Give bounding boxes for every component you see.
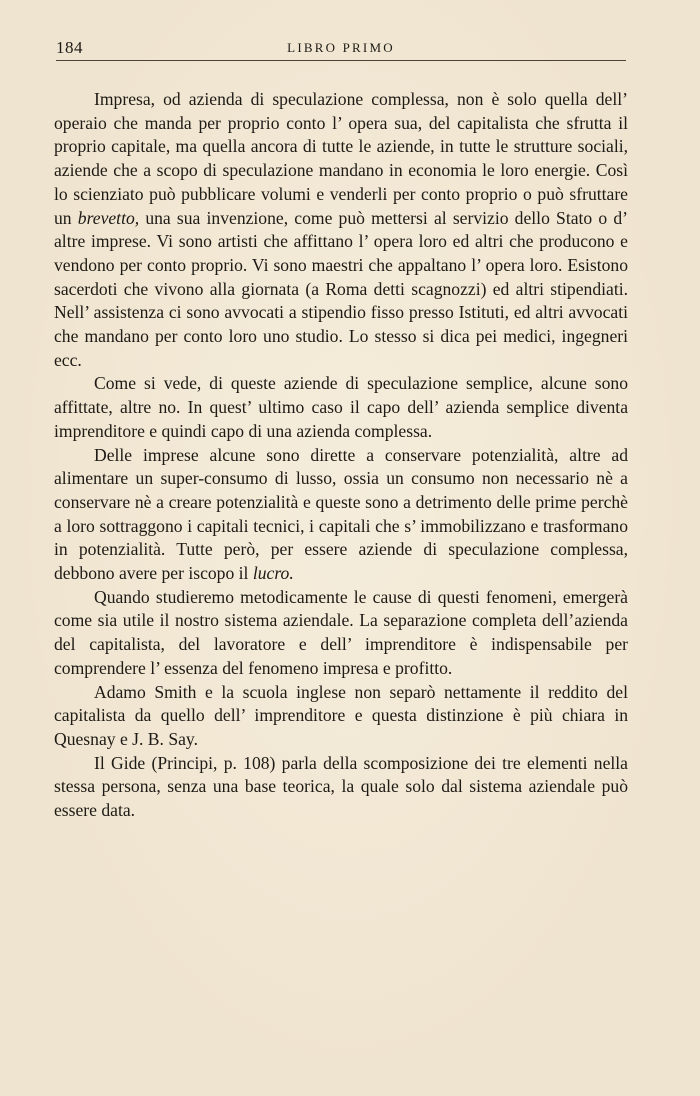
text-segment: Quando studieremo metodicamente le cause di questi fenomeni, emergerà come sia utile il nostro sistema aziendale. La separazione completa dell’azienda del capitalista, del lavoratore e dell’ imprenditore è indispensabile per comprendere l’ essenza del fenomeno impresa e profitto. bbox=[54, 586, 628, 678]
text-segment: Impresa, od azienda di speculazione complessa, non è solo quella dell’ operaio che manda per proprio conto l’ opera sua, del capitalista che sfrutta il proprio capitale, ma quella ancora di tutte le aziende, in tutte le strutture sociali, aziende che a scopo di speculazione mandano in economia le loro energie. Così lo scienziato può pubblicare volumi e venderli per conto proprio o può sfruttare un bbox=[54, 89, 628, 228]
page-number: 184 bbox=[56, 38, 83, 57]
page-header bbox=[56, 38, 626, 61]
text-segment: Adamo Smith e la scuola inglese non separò nettamente il reddito del capitalista da quello dell’ imprenditore e questa distinzione è più chiara in Quesnay e J. B. Say. bbox=[54, 681, 628, 749]
body-text bbox=[54, 88, 628, 823]
text-segment: Il Gide (Principi, p. 108) parla della scomposizione dei tre elementi nella stessa persona, senza una base teorica, la quale solo dal sistema aziendale può essere data. bbox=[54, 752, 628, 821]
paragraph bbox=[54, 586, 628, 681]
text-segment: Delle imprese alcune sono dirette a conservare potenzialità, altre ad alimentare un super-consumo di lusso, ossia un consumo non necessario nè a conservare nè a creare potenzialità e queste sono a detrimento delle prime perchè a loro sottraggono i capitali tecnici, i capitali che s’ immobilizzano e trasformano in potenzialità. Tutte però, per essere aziende di speculazione complessa, debbono avere per iscopo il bbox=[54, 444, 628, 584]
italic-text: lucro. bbox=[252, 563, 294, 584]
paragraph bbox=[54, 372, 628, 443]
paragraph bbox=[54, 681, 628, 752]
paragraph bbox=[54, 444, 628, 586]
paragraph bbox=[54, 88, 628, 372]
text-segment: una sua invenzione, come può mettersi al servizio dello Stato o d’ altre imprese. Vi sono artisti che affittano l’ opera loro ed altri che producono e vendono per conto proprio. Vi sono maestri che appaltano l’ opera loro. Esistono sacerdoti che vivono alla giornata (a Roma detti scagnozzi) ed altri stipendiati. Nell’ assistenza ci sono avvocati a stipendio fisso presso Istituti, ed altri avvocati che mandano per conto loro uno studio. Lo stesso si dica pei medici, ingegneri ecc. bbox=[54, 207, 628, 370]
text-segment: Come si vede, di queste aziende di speculazione semplice, alcune sono affittate, altre no. In quest’ ultimo caso il capo dell’ azienda semplice diventa imprenditore e quindi capo di una azienda complessa. bbox=[54, 373, 628, 441]
running-head: LIBRO PRIMO bbox=[287, 40, 395, 55]
italic-text: brevetto, bbox=[77, 207, 140, 228]
paragraph bbox=[54, 752, 628, 823]
